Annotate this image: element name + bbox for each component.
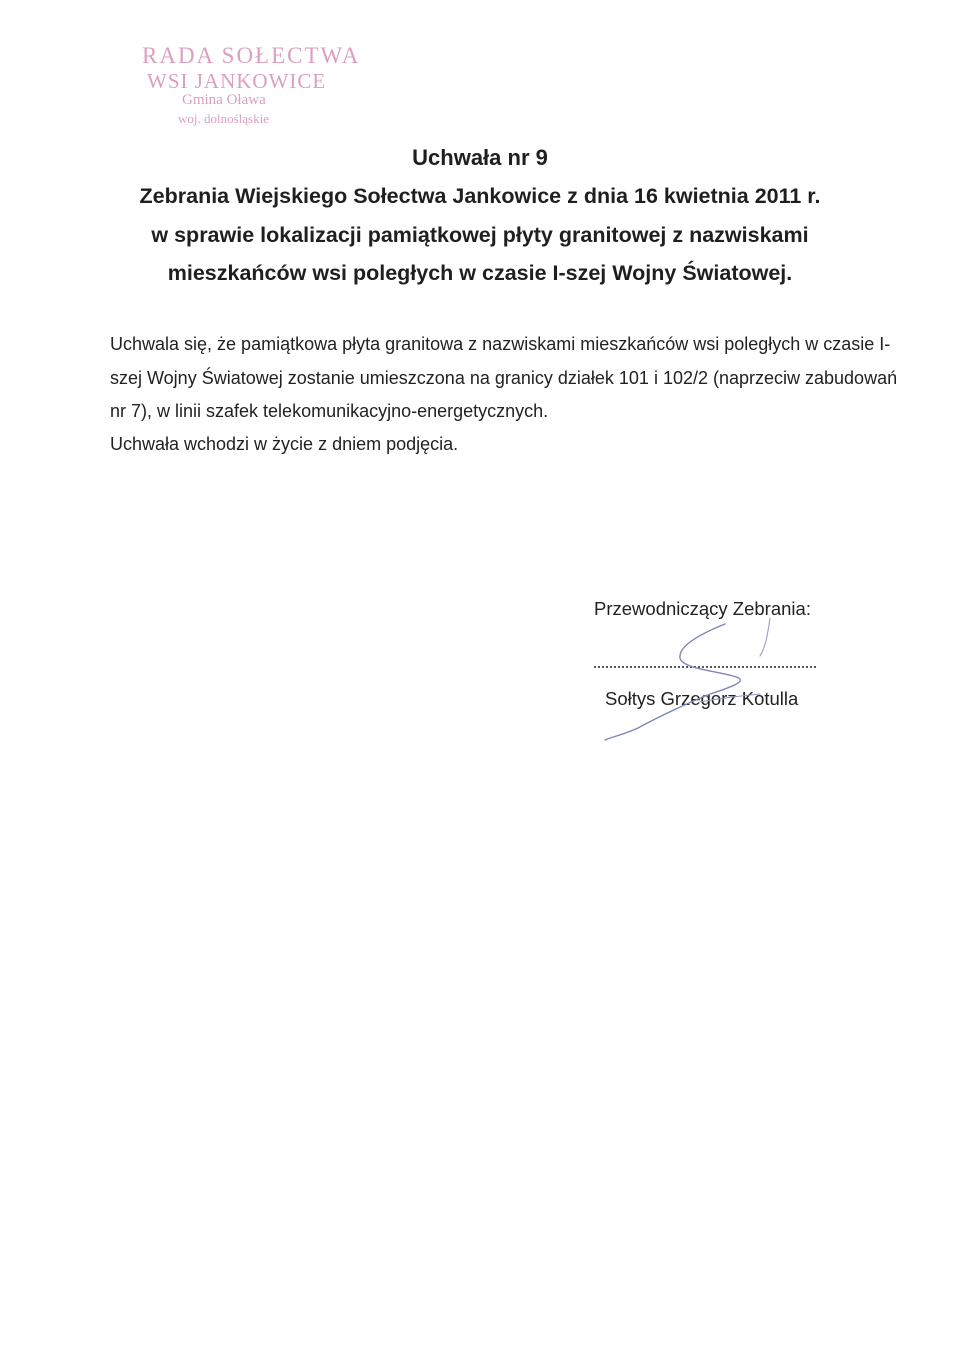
resolution-subtitle-line-3: mieszkańców wsi poległych w czasie I-szej Wojny Światowej.	[167, 261, 793, 285]
handwritten-signature	[600, 610, 780, 745]
resolution-subtitle-line-1: Zebrania Wiejskiego Sołectwa Jankowice z dnia 16 kwietnia 2011 r.	[139, 184, 821, 208]
resolution-paragraph-1: Uchwala się, że pamiątkowa płyta granitowa z nazwiskami mieszkańców wsi poległych w czasie I-szej Wojny Światowej zostanie umieszczona na granicy działek 101 i 102/2 (naprzeciw zabudowań nr 7), w linii szafek telekomunikacyjno-energetycznych.	[110, 334, 898, 421]
stamp-line-village: WSI JANKOWICE	[147, 69, 327, 93]
stamp-line-voivodeship: woj. dolnośląskie	[178, 111, 269, 126]
resolution-paragraph-2: Uchwała wchodzi w życie z dniem podjęcia.	[110, 434, 459, 454]
resolution-effective-clause	[110, 428, 900, 462]
signature-role: Przewodniczący Zebrania:	[594, 598, 811, 619]
stamp-line-commune: Gmina Oława	[182, 92, 266, 108]
resolution-subtitle-line-2: w sprawie lokalizacji pamiątkowej płyty granitowej z nazwiskami	[151, 223, 809, 247]
resolution-title: Uchwała nr 9	[412, 145, 548, 170]
resolution-body	[110, 328, 900, 429]
stamp-line-council: RADA SOŁECTWA	[142, 43, 361, 68]
signature-name: Sołtys Grzegorz Kotulla	[605, 688, 799, 709]
